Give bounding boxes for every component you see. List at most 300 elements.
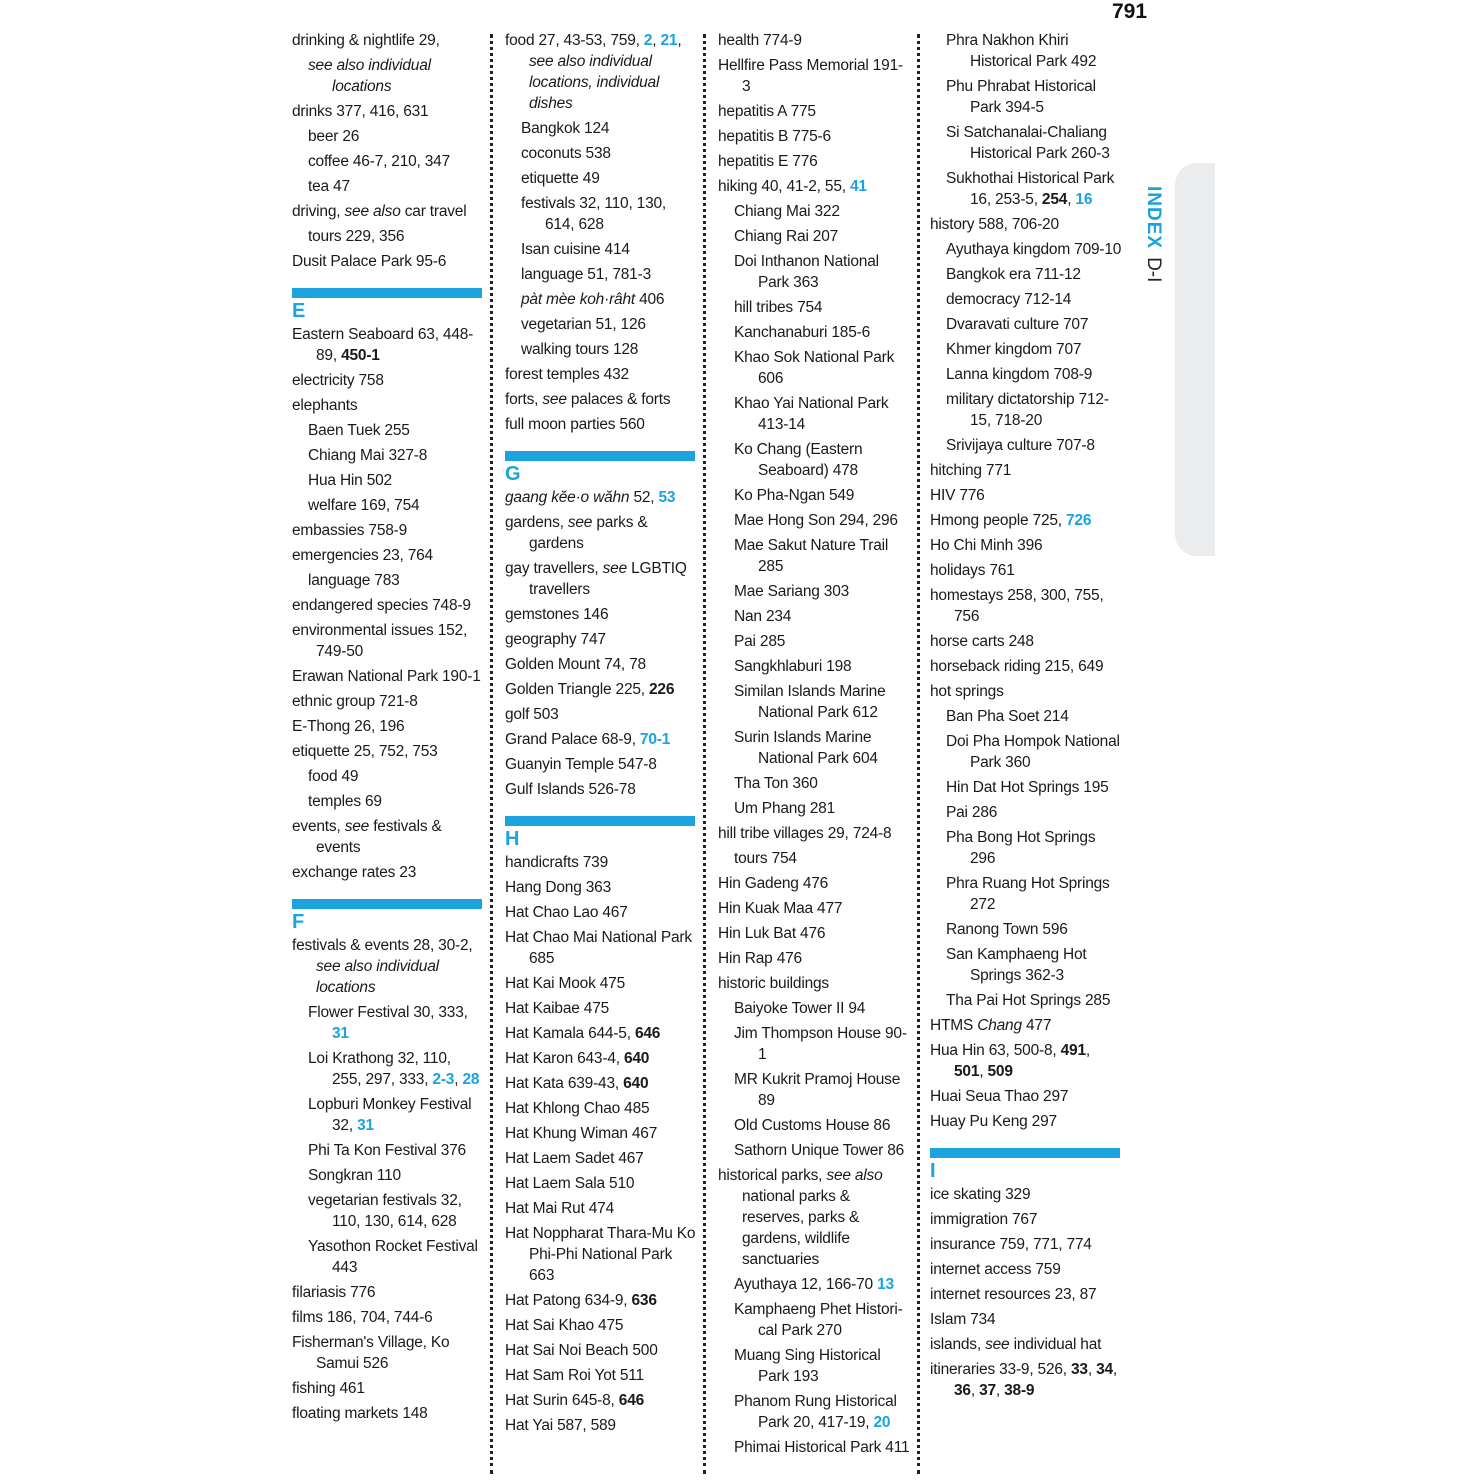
index-entry — [930, 1040, 1122, 1082]
index-subentry — [930, 239, 1122, 260]
page-reference: 70-1 — [639, 731, 671, 748]
page-reference: 31 — [357, 1117, 374, 1134]
index-subentry — [718, 535, 910, 577]
entry-text: Tha Ton 360 — [734, 775, 818, 792]
index-entry — [292, 1307, 484, 1328]
page-reference: 37 — [979, 1382, 996, 1399]
index-subentry — [718, 322, 910, 343]
index-subentry — [718, 439, 910, 481]
entry-text: vegetarian festivals 32, 110, 130, 614, 628 — [308, 1192, 462, 1230]
entry-text: historical parks, — [718, 1167, 827, 1184]
index-subentry — [718, 848, 910, 869]
entry-text: Hat Patong 634-9, — [505, 1292, 632, 1309]
index-subentry — [292, 420, 484, 441]
index-subentry — [930, 122, 1122, 164]
entry-text: history 588, 706-20 — [930, 216, 1059, 233]
index-subentry — [930, 314, 1122, 335]
entry-text: Hellfire Pass Memorial 191-3 — [718, 57, 903, 95]
index-subentry — [930, 76, 1122, 118]
entry-text: Baen Tuek 255 — [308, 422, 410, 439]
index-entry — [292, 716, 484, 737]
index-entry — [505, 902, 697, 923]
entry-text: democracy 712-14 — [946, 291, 1072, 308]
page-reference: 20 — [873, 1414, 891, 1431]
index-subentry — [718, 631, 910, 652]
index-entry — [292, 1378, 484, 1399]
entry-text: Hat Chao Mai National Park 685 — [505, 929, 692, 967]
index-entry — [930, 1184, 1122, 1205]
index-subentry — [930, 990, 1122, 1011]
index-subentry — [292, 226, 484, 247]
index-entry — [718, 1165, 910, 1270]
entry-text: 406 — [634, 291, 665, 308]
index-subentry — [718, 1023, 910, 1065]
index-entry — [930, 681, 1122, 702]
index-column-4 — [930, 30, 1122, 1405]
index-entry — [505, 973, 697, 994]
index-entry — [718, 30, 910, 51]
entry-text: Muang Sing Historical Park 193 — [734, 1347, 881, 1385]
entry-text: Ho Chi Minh 396 — [930, 537, 1043, 554]
section-letter: I — [930, 1160, 936, 1182]
page-reference: 254 — [1041, 191, 1068, 208]
index-subentry — [930, 435, 1122, 456]
index-entry — [505, 604, 697, 625]
index-entry — [505, 704, 697, 725]
entry-text: Lanna kingdom 708-9 — [946, 366, 1093, 383]
index-subentry — [292, 55, 484, 97]
entry-text: , — [970, 1382, 980, 1399]
index-entry — [292, 101, 484, 122]
index-entry — [505, 629, 697, 650]
index-entry — [505, 1098, 697, 1119]
index-subentry — [718, 998, 910, 1019]
index-subentry — [930, 731, 1122, 773]
page-reference: 640 — [623, 1050, 650, 1067]
entry-text: Phanom Rung Historical Park 20, 417-19, — [734, 1393, 897, 1431]
index-subentry — [292, 151, 484, 172]
index-subentry — [718, 606, 910, 627]
entry-text: Mae Sakut Nature Trail 285 — [734, 537, 889, 575]
entry-text: Hat Sam Roi Yot 511 — [505, 1367, 644, 1384]
index-subentry — [718, 1115, 910, 1136]
entry-text: see also individual locations, individual dishes — [529, 53, 660, 112]
index-entry — [930, 1334, 1122, 1355]
index-entry — [505, 364, 697, 385]
entry-text: horseback riding 215, 649 — [930, 658, 1104, 675]
entry-text: Mae Sariang 303 — [734, 583, 850, 600]
page-reference: 2 — [643, 32, 653, 49]
index-subentry — [718, 1345, 910, 1387]
entry-text: , — [1067, 191, 1076, 208]
index-entry — [930, 656, 1122, 677]
entry-text: Golden Triangle 225, — [505, 681, 650, 698]
index-subentry — [292, 126, 484, 147]
entry-text: hepatitis E 776 — [718, 153, 818, 170]
index-entry — [930, 1111, 1122, 1132]
entry-text: elephants — [292, 397, 358, 414]
entry-text: ice skating 329 — [930, 1186, 1031, 1203]
entry-text: Kamphaeng Phet Histori-cal Park 270 — [734, 1301, 903, 1339]
index-entry — [292, 545, 484, 566]
page-reference: 226 — [649, 681, 675, 698]
page-reference: 640 — [623, 1075, 649, 1092]
section-letter: G — [505, 463, 521, 485]
entry-text: , — [1112, 1361, 1118, 1378]
index-subentry — [930, 827, 1122, 869]
index-subentry — [505, 168, 697, 189]
entry-text: E-Thong 26, 196 — [292, 718, 405, 735]
entry-text: Pai 286 — [946, 804, 998, 821]
entry-text: pàt mèe koh·râht — [521, 291, 635, 308]
entry-text: Hin Kuak Maa 477 — [718, 900, 843, 917]
index-subentry — [505, 339, 697, 360]
entry-text: , — [979, 1063, 988, 1080]
entry-text: walking tours 128 — [521, 341, 639, 358]
index-entry — [718, 923, 910, 944]
section-letter: E — [292, 300, 306, 322]
entry-text: Eastern Seaboard 63, 448-89, — [292, 326, 474, 364]
index-entry — [930, 1309, 1122, 1330]
index-subentry — [718, 201, 910, 222]
index-subentry — [505, 118, 697, 139]
entry-text: Surin Islands Marine National Park 604 — [734, 729, 878, 767]
entry-text: hepatitis A 775 — [718, 103, 816, 120]
entry-text: Ban Pha Soet 214 — [946, 708, 1069, 725]
entry-text: Chiang Rai 207 — [734, 228, 839, 245]
index-subentry — [718, 1437, 910, 1458]
entry-text: Hat Laem Sala 510 — [505, 1175, 635, 1192]
index-entry — [930, 1284, 1122, 1305]
index-subentry — [505, 193, 697, 235]
entry-text: , — [1085, 1042, 1090, 1059]
entry-text: Hua Hin 63, 500-8, — [930, 1042, 1061, 1059]
index-subentry — [292, 1094, 484, 1136]
page-reference: 28 — [462, 1071, 480, 1088]
entry-text: insurance 759, 771, 774 — [930, 1236, 1092, 1253]
index-subentry — [718, 1069, 910, 1111]
entry-text: see also — [344, 203, 401, 220]
index-column-3 — [718, 30, 910, 1462]
index-subentry — [718, 1391, 910, 1433]
entry-text: Fisherman's Village, Ko Samui 526 — [292, 1334, 450, 1372]
entry-text: filariasis 776 — [292, 1284, 376, 1301]
index-entry — [292, 1282, 484, 1303]
entry-text: Si Satchanalai-Chaliang Historical Park 260-3 — [946, 124, 1110, 162]
index-entry — [292, 201, 484, 222]
entry-text: HIV 776 — [930, 487, 985, 504]
index-entry — [718, 101, 910, 122]
entry-text: Ayuthaya kingdom 709-10 — [946, 241, 1122, 258]
index-subentry — [930, 873, 1122, 915]
index-entry — [930, 631, 1122, 652]
entry-text: golf 503 — [505, 706, 559, 723]
index-column-2 — [505, 30, 697, 1440]
entry-text: Hin Rap 476 — [718, 950, 802, 967]
entry-text: Jim Thompson House 90-1 — [734, 1025, 907, 1063]
entry-text: national parks & reserves, parks & gardens, wildlife sanctuaries — [742, 1188, 860, 1268]
entry-text: Phra Ruang Hot Springs 272 — [946, 875, 1110, 913]
page-reference: 2-3 — [432, 1071, 455, 1088]
index-entry — [505, 1315, 697, 1336]
entry-text: Hat Surin 645-8, — [505, 1392, 619, 1409]
entry-text: Gulf Islands 526-78 — [505, 781, 636, 798]
entry-text: parks & gardens — [529, 514, 648, 552]
page-reference: 13 — [877, 1276, 894, 1293]
index-entry — [505, 852, 697, 873]
index-entry — [292, 30, 484, 51]
page-reference: 41 — [849, 178, 867, 195]
column-divider — [490, 34, 493, 1474]
entry-text: Hat Chao Lao 467 — [505, 904, 628, 921]
entry-text: Guanyin Temple 547-8 — [505, 756, 657, 773]
index-subentry — [718, 727, 910, 769]
section-letter-bar — [505, 451, 695, 461]
entry-text: Hat Khung Wiman 467 — [505, 1125, 658, 1142]
index-entry — [505, 679, 697, 700]
entry-text: Bangkok era 711-12 — [946, 266, 1081, 283]
entry-text: Kanchanaburi 185-6 — [734, 324, 871, 341]
entry-text: Hat Laem Sadet 467 — [505, 1150, 644, 1167]
entry-text: Ko Pha-Ngan 549 — [734, 487, 855, 504]
index-entry — [505, 558, 697, 600]
entry-text: Old Customs House 86 — [734, 1117, 891, 1134]
entry-text: food 49 — [308, 768, 359, 785]
entry-text: individual hat — [1009, 1336, 1102, 1353]
index-subentry — [718, 1274, 910, 1295]
page-reference: 450-1 — [341, 347, 380, 364]
index-entry — [505, 998, 697, 1019]
entry-text: Dvaravati culture 707 — [946, 316, 1089, 333]
index-subentry — [930, 802, 1122, 823]
entry-text: fishing 461 — [292, 1380, 365, 1397]
entry-text: Loi Krathong 32, 110, 255, 297, 333, — [308, 1050, 451, 1088]
index-entry — [505, 1365, 697, 1386]
page-reference: 33 — [1071, 1361, 1088, 1378]
index-entry — [930, 510, 1122, 531]
index-entry — [505, 1290, 697, 1311]
index-entry — [505, 1198, 697, 1219]
index-subentry — [292, 791, 484, 812]
entry-text: Hat Sai Noi Beach 500 — [505, 1342, 658, 1359]
index-entry — [930, 460, 1122, 481]
entry-text: Songkran 110 — [308, 1167, 401, 1184]
entry-text: homestays 258, 300, 755, 756 — [930, 587, 1104, 625]
entry-text: Hat Yai 587, 589 — [505, 1417, 616, 1434]
index-subentry — [718, 347, 910, 389]
index-entry — [505, 1173, 697, 1194]
page-reference: 38-9 — [1004, 1382, 1035, 1399]
index-entry — [292, 595, 484, 616]
index-subentry — [292, 1190, 484, 1232]
entry-text: geography 747 — [505, 631, 606, 648]
entry-text: gay travellers, — [505, 560, 603, 577]
index-subentry — [718, 681, 910, 723]
entry-text: Flower Festival 30, 333, — [308, 1004, 468, 1021]
entry-text: tea 47 — [308, 178, 350, 195]
entry-text: drinking & nightlife 29, — [292, 32, 440, 49]
entry-text: festivals & events 28, 30-2, — [292, 937, 473, 954]
section-letter-bar — [292, 899, 482, 909]
entry-text: Chiang Mai 327-8 — [308, 447, 428, 464]
index-entry — [930, 535, 1122, 556]
entry-text: tours 229, 356 — [308, 228, 405, 245]
page-reference: 36 — [954, 1382, 971, 1399]
entry-text: forts, — [505, 391, 543, 408]
entry-text: see also — [826, 1167, 883, 1184]
index-entry — [718, 823, 910, 844]
entry-text: Sukhothai Historical Park 16, 253-5, — [946, 170, 1115, 208]
index-entry — [292, 370, 484, 391]
index-entry — [718, 973, 910, 994]
entry-text: see — [567, 514, 593, 531]
index-entry — [505, 1415, 697, 1436]
entry-text: Chang — [977, 1017, 1022, 1034]
index-subentry — [292, 1236, 484, 1278]
entry-text: films 186, 704, 744-6 — [292, 1309, 433, 1326]
entry-text: hill tribes 754 — [734, 299, 823, 316]
index-subentry — [930, 289, 1122, 310]
entry-text: internet access 759 — [930, 1261, 1061, 1278]
index-entry — [292, 666, 484, 687]
index-entry — [505, 1073, 697, 1094]
entry-text: beer 26 — [308, 128, 360, 145]
entry-text: Ranong Town 596 — [946, 921, 1068, 938]
index-subentry — [718, 773, 910, 794]
index-entry — [292, 691, 484, 712]
entry-text: see — [344, 818, 370, 835]
entry-text: San Kamphaeng Hot Springs 362-3 — [946, 946, 1087, 984]
entry-text: Lopburi Monkey Festival 32, — [308, 1096, 472, 1134]
index-subentry — [292, 1165, 484, 1186]
entry-text: Hat Khlong Chao 485 — [505, 1100, 650, 1117]
entry-text: Hat Sai Khao 475 — [505, 1317, 624, 1334]
entry-text: Hin Gadeng 476 — [718, 875, 829, 892]
entry-text: HTMS — [930, 1017, 978, 1034]
index-entry — [505, 1023, 697, 1044]
entry-text: Islam 734 — [930, 1311, 996, 1328]
index-subentry — [718, 485, 910, 506]
entry-text: gemstones 146 — [505, 606, 609, 623]
page-reference: 726 — [1066, 512, 1092, 529]
entry-text: Huay Pu Keng 297 — [930, 1113, 1057, 1130]
entry-text: hill tribe villages 29, 724-8 — [718, 825, 892, 842]
entry-text: Dusit Palace Park 95-6 — [292, 253, 447, 270]
page-reference: 491 — [1060, 1042, 1086, 1059]
entry-text: , — [995, 1382, 1005, 1399]
entry-text: festivals 32, 110, 130, 614, 628 — [521, 195, 667, 233]
entry-text: , — [454, 1071, 463, 1088]
entry-text: Erawan National Park 190-1 — [292, 668, 481, 685]
entry-text: language 51, 781-3 — [521, 266, 651, 283]
index-entry — [930, 485, 1122, 506]
entry-text: Khao Sok National Park 606 — [734, 349, 895, 387]
index-entry — [718, 151, 910, 172]
index-subentry — [718, 656, 910, 677]
entry-text: hot springs — [930, 683, 1004, 700]
index-entry — [930, 560, 1122, 581]
entry-text: Tha Pai Hot Springs 285 — [946, 992, 1111, 1009]
entry-text: 477 — [1021, 1017, 1052, 1034]
entry-text: etiquette 49 — [521, 170, 600, 187]
entry-text: ethnic group 721-8 — [292, 693, 418, 710]
entry-text: immigration 767 — [930, 1211, 1038, 1228]
entry-text: hitching 771 — [930, 462, 1012, 479]
index-subentry — [505, 143, 697, 164]
index-entry — [505, 30, 697, 114]
entry-text: Phra Nakhon Khiri Historical Park 492 — [946, 32, 1097, 70]
page-reference: 34 — [1096, 1361, 1113, 1378]
entry-text: Hat Noppharat Thara-Mu Ko Phi-Phi National Park 663 — [505, 1225, 696, 1284]
entry-text: Hat Kata 639-43, — [505, 1075, 624, 1092]
entry-text: Mae Hong Son 294, 296 — [734, 512, 898, 529]
index-entry — [930, 585, 1122, 627]
entry-text: Hat Kai Mook 475 — [505, 975, 626, 992]
index-subentry — [930, 706, 1122, 727]
entry-text: festivals & events — [316, 818, 442, 856]
entry-text: full moon parties 560 — [505, 416, 645, 433]
index-entry — [505, 1123, 697, 1144]
entry-text: gardens, — [505, 514, 568, 531]
index-subentry — [292, 1002, 484, 1044]
index-subentry — [930, 919, 1122, 940]
entry-text: historic buildings — [718, 975, 829, 992]
index-subentry — [718, 393, 910, 435]
index-entry — [718, 898, 910, 919]
entry-text: etiquette 25, 752, 753 — [292, 743, 438, 760]
entry-text: internet resources 23, 87 — [930, 1286, 1097, 1303]
entry-text: Doi Pha Hompok National Park 360 — [946, 733, 1120, 771]
index-subentry — [292, 445, 484, 466]
index-entry — [292, 741, 484, 762]
column-divider — [703, 34, 706, 1474]
entry-text: Phimai Historical Park 411 — [734, 1439, 910, 1456]
index-subentry — [292, 495, 484, 516]
entry-text: Hat Kamala 644-5, — [505, 1025, 635, 1042]
index-entry — [292, 935, 484, 998]
entry-text: see also individual locations — [316, 958, 439, 996]
index-entry — [718, 126, 910, 147]
entry-text: floating markets 148 — [292, 1405, 428, 1422]
entry-text: holidays 761 — [930, 562, 1015, 579]
section-letter: H — [505, 828, 520, 850]
entry-text: Similan Islands Marine National Park 612 — [734, 683, 886, 721]
index-entry — [292, 251, 484, 272]
entry-text: tours 754 — [734, 850, 797, 867]
entry-text: Pha Bong Hot Springs 296 — [946, 829, 1096, 867]
page-reference: 21 — [660, 32, 678, 49]
index-tab-title: INDEX — [1143, 186, 1164, 250]
entry-text: see — [985, 1336, 1010, 1353]
index-subentry — [930, 364, 1122, 385]
index-entry — [505, 877, 697, 898]
entry-text: Khao Yai National Park 413-14 — [734, 395, 889, 433]
index-entry — [505, 1148, 697, 1169]
section-letter: F — [292, 911, 305, 933]
entry-text: Um Phang 281 — [734, 800, 835, 817]
entry-text: Isan cuisine 414 — [521, 241, 630, 258]
entry-text: , — [677, 32, 682, 49]
index-subentry — [718, 226, 910, 247]
entry-text: Golden Mount 74, 78 — [505, 656, 646, 673]
index-subentry — [505, 239, 697, 260]
entry-text: islands, — [930, 1336, 986, 1353]
index-entry — [292, 620, 484, 662]
entry-text: coffee 46-7, 210, 347 — [308, 153, 451, 170]
entry-text: endangered species 748-9 — [292, 597, 471, 614]
page-reference: 636 — [631, 1292, 657, 1309]
entry-text: palaces & forts — [566, 391, 671, 408]
